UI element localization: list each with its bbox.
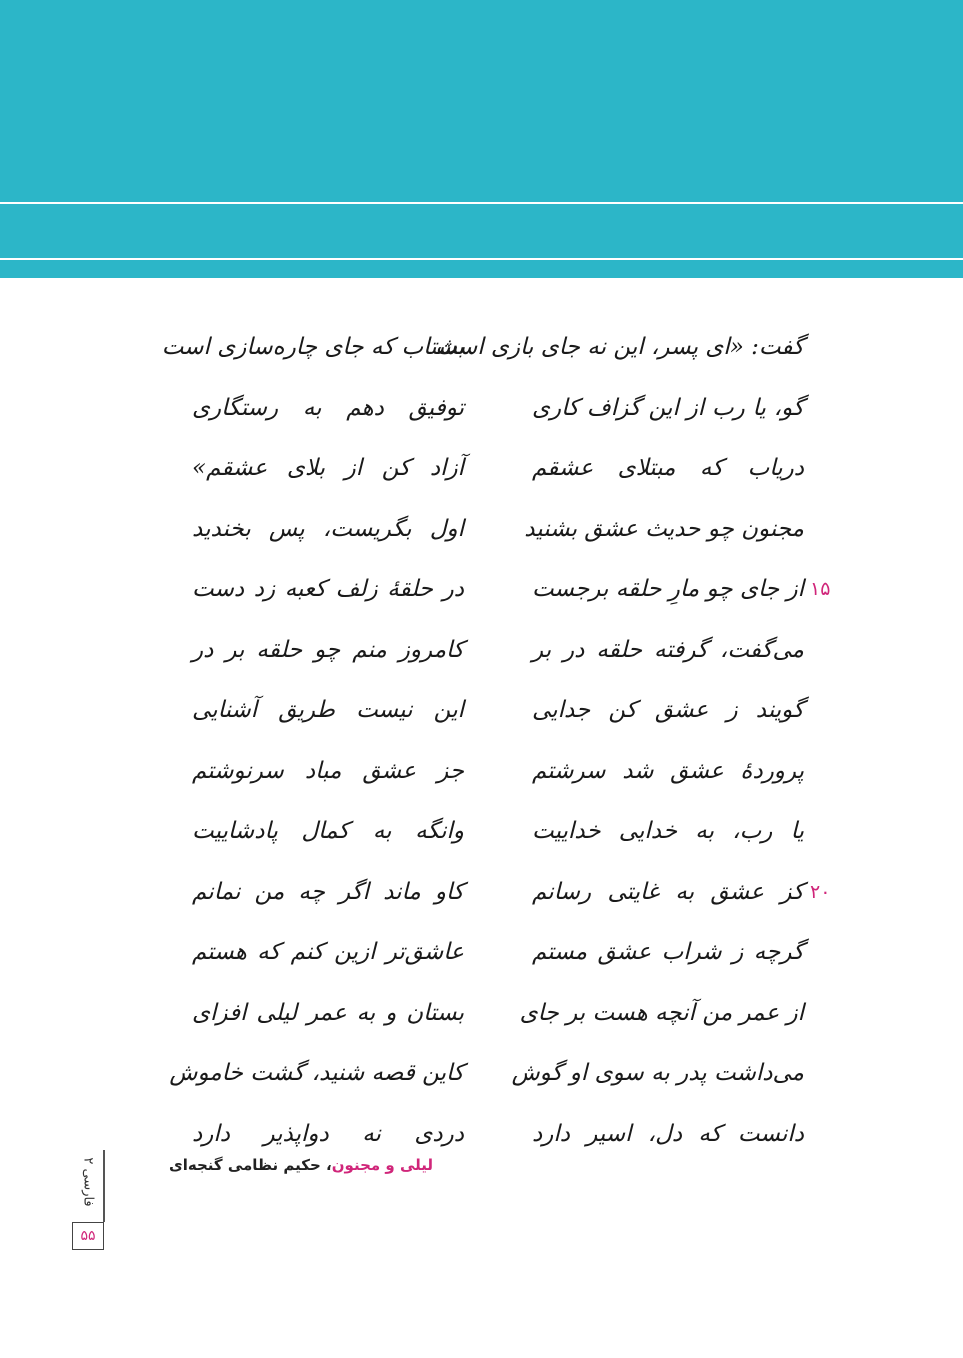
hemistich-right: مجنون چو حدیث عشق بشنید <box>524 515 804 542</box>
source-separator: ، <box>320 1156 332 1174</box>
hemistich-left: این نیست طریق آشنایی <box>192 697 464 723</box>
couplet <box>180 383 850 444</box>
hemistich-left: کاو ماند اگر چه من نمانم <box>192 878 464 905</box>
footer-rule <box>103 1150 105 1222</box>
hemistich-right: می‌گفت، گرفته حلقه در بر <box>532 636 804 663</box>
couplet <box>180 625 850 686</box>
book-label <box>71 1152 105 1212</box>
header-divider-bottom <box>0 258 963 260</box>
hemistich-left: آزاد کن از بلای عشقم» <box>192 455 464 481</box>
source-author: حکیم نظامی گنجه‌ای <box>168 1156 321 1174</box>
couplet <box>180 564 850 625</box>
page-number: ۵۵ <box>72 1222 104 1250</box>
couplet <box>180 988 850 1049</box>
hemistich-right: پروردهٔ عشق شد سرشتم <box>532 757 804 784</box>
couplet <box>161 322 850 383</box>
hemistich-right: می‌داشت پدر به سوی او گوش <box>511 1060 804 1086</box>
couplet <box>180 806 850 867</box>
poem-source <box>168 1156 433 1174</box>
hemistich-right: کز عشق به غایتی رسانم <box>532 878 804 905</box>
hemistich-left: بشتاب که جای چاره‌سازی است <box>161 334 464 360</box>
hemistich-left: کاین قصه شنید، گشت خاموش <box>169 1060 464 1086</box>
hemistich-left: بستان و به عمر لیلی افزای <box>192 999 464 1026</box>
couplet <box>180 927 850 988</box>
verse-number: ۱۵ <box>810 578 831 600</box>
hemistich-left: عاشق‌تر ازین کنم که هستم <box>192 939 464 965</box>
hemistich-right: دانست که دل، اسیر دارد <box>532 1120 804 1147</box>
couplet <box>180 504 850 565</box>
poem <box>161 322 850 1169</box>
header-divider-top <box>0 202 963 204</box>
hemistich-right: یا رب، به خدایی خداییت <box>532 818 804 844</box>
hemistich-left: در حلقهٔ زلف کعبه زد دست <box>192 576 464 602</box>
hemistich-right: از جای چو مارِ حلقه برجست <box>531 576 804 602</box>
hemistich-left: وانگه به کمال پادشاییت <box>192 818 464 844</box>
couplet <box>180 685 850 746</box>
hemistich-right: گرچه ز شراب عشق مستم <box>532 939 804 965</box>
couplet <box>180 443 850 504</box>
hemistich-right: دریاب که مبتلای عشقم <box>532 455 804 481</box>
verse-number: ۲۰ <box>810 880 831 903</box>
hemistich-left: توفیق دهم به رستگاری <box>192 394 464 421</box>
hemistich-left: کامروز منم چو حلقه بر در <box>192 636 464 663</box>
book-title: فارسی ۲ <box>80 1157 96 1207</box>
source-work-title: لیلی و مجنون <box>331 1156 433 1174</box>
hemistich-right: از عمر من آنچه هست بر جای <box>519 999 804 1026</box>
hemistich-left: اول بگریست، پس بخندید <box>192 515 464 542</box>
hemistich-right: گفت: «ای پسر، این نه جای بازی است <box>435 334 804 360</box>
hemistich-right: گو، یا رب از این گزاف کاری <box>532 394 804 421</box>
hemistich-left: دردی نه دواپذیر دارد <box>192 1120 464 1147</box>
hemistich-right: گویند ز عشق کن جدایی <box>532 697 804 723</box>
header-band <box>0 0 963 278</box>
couplet <box>169 1048 850 1109</box>
couplet <box>180 746 850 807</box>
hemistich-left: جز عشق مباد سرنوشتم <box>192 757 464 784</box>
couplet <box>180 867 850 928</box>
